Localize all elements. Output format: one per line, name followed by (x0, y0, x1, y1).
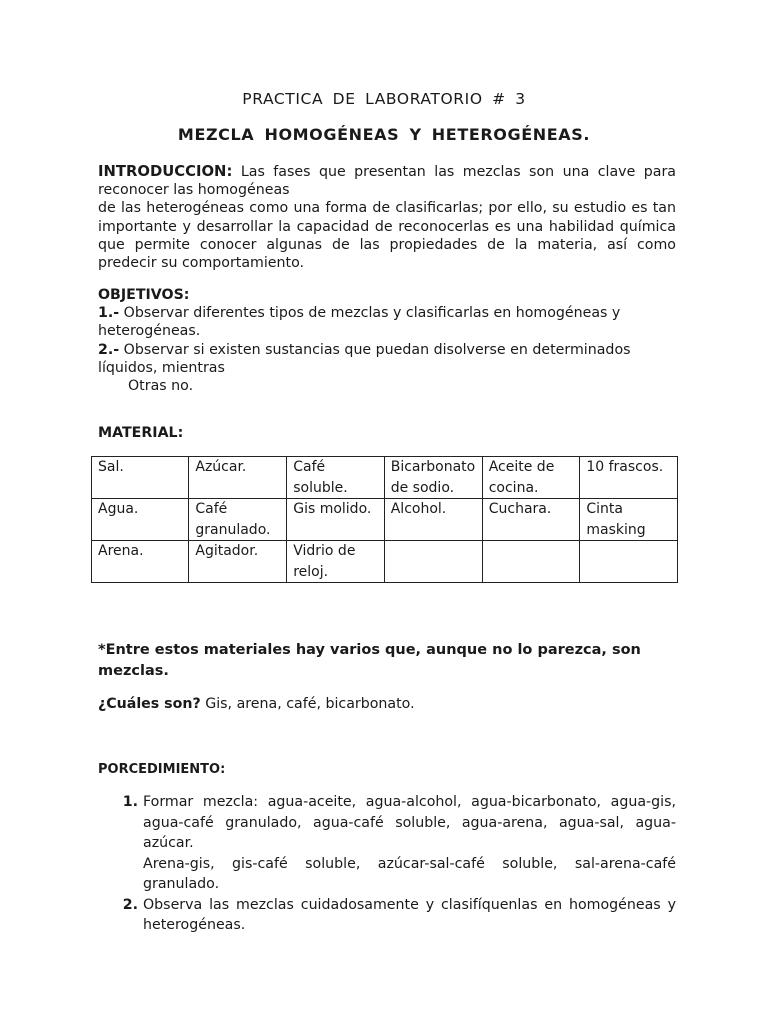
question-answer: Gis, arena, café, bicarbonato. (205, 696, 415, 712)
objective-2-continuation: Otras no. (128, 378, 194, 395)
objective-1-text: Observar diferentes tipos de mezclas y clasificarlas en homogéneas y heterogéneas. (98, 305, 621, 340)
objective-2-text: Observar si existen sustancias que puedan disolverse en determinados líquidos, mientras (98, 341, 631, 376)
objective-2-number: 2.- (98, 341, 120, 358)
table-cell: Cinta masking (580, 499, 678, 541)
objective-1-number: 1.- (98, 305, 120, 322)
table-cell: Agitador. (189, 541, 287, 583)
introduction-line-2: de las heterogéneas como una forma de clasificarlas; por ello, su estudio es tan importante y desarrollar la capacidad de reconocerlas es una habilidad química que permite conocer algunas de las propiedades de la materia, así como predecir su comportamiento. (98, 200, 676, 272)
table-cell: Vidrio de reloj. (287, 541, 385, 583)
table-cell: 10 frascos. (580, 457, 678, 499)
table-row (92, 457, 678, 499)
objectives-section (98, 286, 676, 395)
introduction-label: INTRODUCCION: (98, 163, 233, 180)
question-line (98, 695, 676, 713)
table-cell: Gis molido. (287, 499, 385, 541)
table-cell: Sal. (92, 457, 189, 499)
table-cell (482, 541, 580, 583)
step-1-text: Formar mezcla: agua-aceite, agua-alcohol, agua-bicarbonato, agua-gis, agua-café granulado, agua-café soluble, agua-arena, agua-sal, agua-azúcar. (143, 794, 676, 851)
table-cell: Cuchara. (482, 499, 580, 541)
table-cell: Aceite de cocina. (482, 457, 580, 499)
introduction-section (98, 163, 676, 272)
materials-note: *Entre estos materiales hay varios que, aunque no lo parezca, son mezclas. (98, 642, 641, 679)
document-subtitle: MEZCLA HOMOGÉNEAS Y HETEROGÉNEAS. (177, 125, 591, 144)
table-cell: Alcohol. (384, 499, 482, 541)
list-item (143, 792, 676, 895)
table-cell: Azúcar. (189, 457, 287, 499)
table-cell (384, 541, 482, 583)
procedure-steps (98, 792, 676, 936)
step-1-extra: Arena-gis, gis-café soluble, azúcar-sal-café soluble, sal-arena-café granulado. (143, 855, 676, 892)
table-cell (580, 541, 678, 583)
table-cell: Café granulado. (189, 499, 287, 541)
step-2-text: Observa las mezclas cuidadosamente y clasifíquenlas en homogéneas y heterogéneas. (143, 896, 676, 933)
table-row (92, 541, 678, 583)
list-item (143, 895, 676, 936)
table-cell: Agua. (92, 499, 189, 541)
material-label: MATERIAL: (98, 425, 184, 441)
material-table (91, 456, 678, 583)
objectives-label: OBJETIVOS: (98, 287, 190, 303)
table-row (92, 499, 678, 541)
document-title: PRACTICA DE LABORATORIO # 3 (242, 90, 526, 108)
table-cell: Bicarbonato de sodio. (384, 457, 482, 499)
table-cell: Arena. (92, 541, 189, 583)
table-cell: Café soluble. (287, 457, 385, 499)
introduction-line-1: Las fases que presentan las mezclas son una clave para reconocer las homogéneas (98, 164, 676, 199)
procedure-label: PORCEDIMIENTO: (98, 762, 226, 777)
question-label: ¿Cuáles son? (98, 696, 201, 712)
